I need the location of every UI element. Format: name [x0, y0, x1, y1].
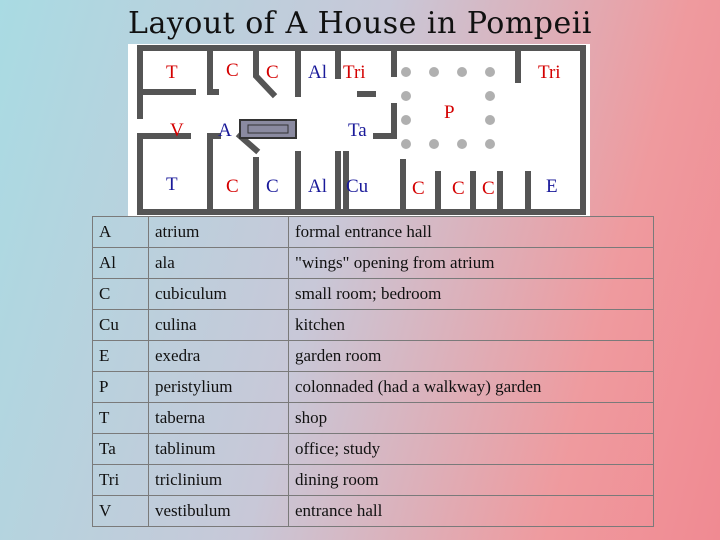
abbr-cell: Tri: [93, 465, 149, 496]
latin-cell: taberna: [149, 403, 289, 434]
glossary-rows: [93, 217, 654, 527]
label-c-bottom-1: C: [226, 176, 239, 197]
label-c-top-1: C: [226, 60, 239, 81]
meaning-cell: entrance hall: [289, 496, 654, 527]
label-ta: Ta: [348, 120, 367, 141]
label-c-top-2: C: [266, 62, 279, 83]
latin-cell: cubiculum: [149, 279, 289, 310]
meaning-cell: kitchen: [289, 310, 654, 341]
label-al-bottom: Al: [308, 176, 327, 197]
table-row: [93, 310, 654, 341]
latin-cell: peristylium: [149, 372, 289, 403]
abbr-cell: T: [93, 403, 149, 434]
room-glossary-table: [92, 216, 654, 527]
floor-plan-drawing: [128, 44, 590, 216]
table-row: [93, 465, 654, 496]
meaning-cell: "wings" opening from atrium: [289, 248, 654, 279]
label-c-bottom-4: C: [452, 178, 465, 199]
meaning-cell: formal entrance hall: [289, 217, 654, 248]
house-floor-plan: [128, 44, 590, 216]
table-row: [93, 341, 654, 372]
meaning-cell: shop: [289, 403, 654, 434]
latin-cell: vestibulum: [149, 496, 289, 527]
table-row: [93, 496, 654, 527]
latin-cell: tablinum: [149, 434, 289, 465]
label-cu: Cu: [346, 176, 369, 197]
meaning-cell: colonnaded (had a walkway) garden: [289, 372, 654, 403]
label-t-top: T: [166, 62, 178, 83]
abbr-cell: Ta: [93, 434, 149, 465]
label-p: P: [444, 102, 455, 123]
table-row: [93, 372, 654, 403]
latin-cell: exedra: [149, 341, 289, 372]
latin-cell: atrium: [149, 217, 289, 248]
table-row: [93, 434, 654, 465]
latin-cell: triclinium: [149, 465, 289, 496]
label-al-top: Al: [308, 62, 327, 83]
abbr-cell: P: [93, 372, 149, 403]
label-c-bottom-2: C: [266, 176, 279, 197]
table-row: [93, 279, 654, 310]
abbr-cell: C: [93, 279, 149, 310]
meaning-cell: garden room: [289, 341, 654, 372]
label-tri-right: Tri: [538, 62, 561, 83]
meaning-cell: dining room: [289, 465, 654, 496]
label-c-bottom-5: C: [482, 178, 495, 199]
abbr-cell: Cu: [93, 310, 149, 341]
meaning-cell: office; study: [289, 434, 654, 465]
table-row: [93, 217, 654, 248]
label-c-bottom-3: C: [412, 178, 425, 199]
label-v: V: [170, 120, 184, 141]
abbr-cell: A: [93, 217, 149, 248]
meaning-cell: small room; bedroom: [289, 279, 654, 310]
label-a: A: [218, 120, 232, 141]
label-tri-top: Tri: [343, 62, 366, 83]
page-title: Layout of A House in Pompeii: [128, 6, 592, 41]
latin-cell: culina: [149, 310, 289, 341]
label-t-bottom: T: [166, 174, 178, 195]
table-row: [93, 403, 654, 434]
abbr-cell: Al: [93, 248, 149, 279]
latin-cell: ala: [149, 248, 289, 279]
abbr-cell: V: [93, 496, 149, 527]
abbr-cell: E: [93, 341, 149, 372]
table-row: [93, 248, 654, 279]
label-e: E: [546, 176, 558, 197]
